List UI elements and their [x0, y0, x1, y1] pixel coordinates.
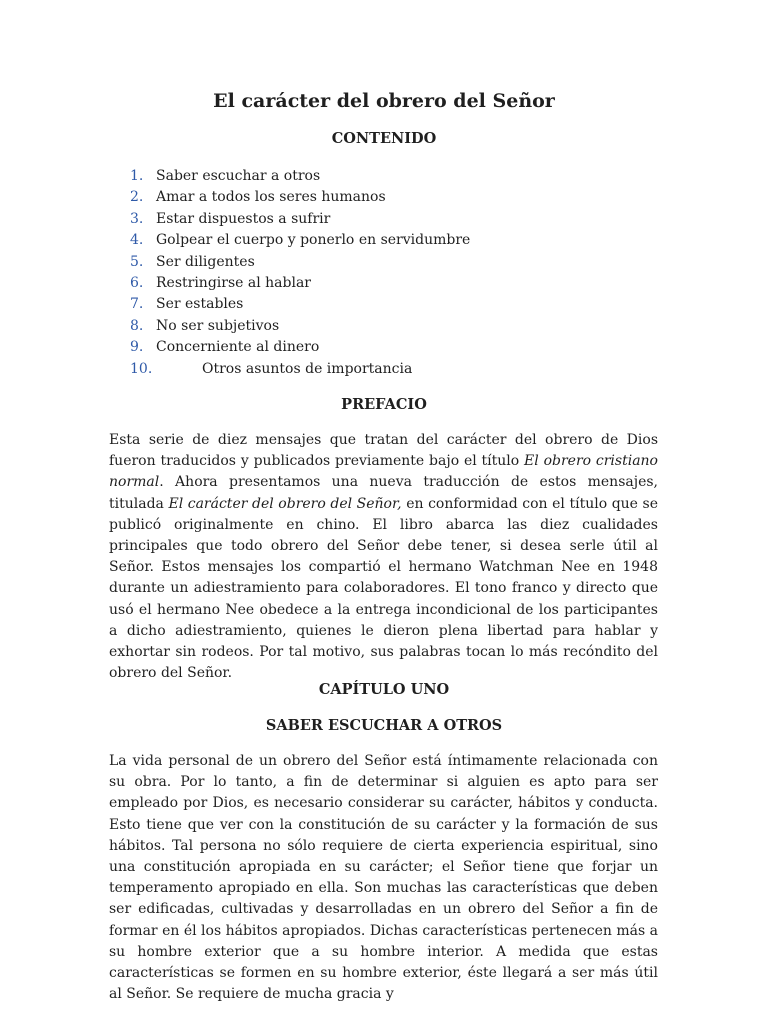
toc-item-number: 8. [130, 317, 144, 334]
preface-text: Esta serie de diez mensajes que tratan del carácter del obrero de Dios fueron traducidos y publicados previamente bajo el título [109, 432, 658, 470]
preface-heading: PREFACIO [341, 396, 427, 413]
toc-item-label: Golpear el cuerpo y ponerlo en servidumbre [156, 232, 471, 249]
toc-item-number: 5. [130, 253, 144, 270]
toc-item-label: No ser subjetivos [156, 317, 280, 334]
toc-item-number: 7. [130, 296, 144, 313]
toc-item[interactable] [130, 316, 470, 337]
toc-item-label: Ser diligentes [156, 253, 255, 270]
toc-item-label: Amar a todos los seres humanos [156, 189, 386, 206]
book-title-italic: El carácter del obrero del Señor, [168, 495, 402, 512]
toc-item-label: Saber escuchar a otros [156, 168, 321, 184]
toc-item-number: 4. [130, 232, 144, 249]
toc-item[interactable] [130, 166, 470, 187]
toc-item[interactable] [130, 230, 470, 251]
toc-item-number: 3. [130, 210, 144, 227]
chapter-paragraph: La vida personal de un obrero del Señor está íntimamente relacionada con su obra. Por lo tanto, a fin de determinar si alguien es apto para ser empleado por Dios, es necesario considerar su carácter, hábitos y conducta. Esto tiene que ver con la constitución de su carácter y la formación de sus hábitos. Tal persona no sólo requiere de cierta experiencia espiritual, sino una constitución apropiada en su carácter; el Señor tiene que forjar un temperamento apropiado en ella. Son muchas las características que deben ser edificadas, cultivadas y desarrolladas en un obrero del Señor a fin de formar en él los hábitos apropiados. Dichas características pertenecen más a su hombre exterior que a su hombre interior. A medida que estas características se formen en su hombre exterior, éste llegará a ser más útil al Señor. Se requiere de mucha gracia y [109, 753, 658, 1003]
toc-item-label: Otros asuntos de importancia [202, 360, 413, 377]
document-title: El carácter del obrero del Señor [213, 90, 555, 112]
book-title-italic: El obrero cristiano normal [109, 453, 658, 491]
preface-text: . Ahora presentamos una nueva traducción de estos mensajes, titulada [109, 474, 658, 512]
toc-item-number: 9. [130, 339, 144, 356]
chapter-number: CAPÍTULO UNO [318, 681, 450, 698]
preface-paragraph [109, 430, 658, 684]
toc-item[interactable] [130, 209, 470, 230]
toc-item[interactable] [130, 187, 470, 208]
toc-item-number: 2. [130, 189, 144, 206]
toc-item[interactable] [130, 337, 470, 358]
chapter-title: SABER ESCUCHAR A OTROS [265, 717, 503, 734]
preface-text: en conformidad con el título que se publicó originalmente en chino. El libro abarca las diez cualidades principales que todo obrero del Señor debe tener, si desea serle útil al Señor. Estos mensajes los compartió el hermano Watchman Nee en 1948 durante un adiestramiento para colaboradores. El tono franco y directo que usó el hermano Nee obedece a la entrega incondicional de los participantes a dicho adiestramiento, quienes le dieron plena libertad para hablar y exhortar sin rodeos. Por tal motivo, sus palabras tocan lo más recóndito del obrero del Señor. [109, 495, 659, 682]
toc-item-number: 10. [130, 360, 153, 377]
toc-item-label: Concerniente al dinero [156, 339, 320, 356]
toc-heading: CONTENIDO [331, 130, 437, 147]
toc-item[interactable] [130, 273, 470, 294]
toc-item-number: 1. [130, 168, 144, 184]
toc-item[interactable] [130, 359, 470, 380]
toc-item[interactable] [130, 294, 470, 315]
toc-item-number: 6. [130, 275, 144, 292]
toc-item-label: Estar dispuestos a sufrir [156, 210, 331, 227]
toc-item-label: Restringirse al hablar [156, 275, 311, 292]
toc-item-label: Ser estables [156, 296, 244, 313]
toc-item[interactable] [130, 252, 470, 273]
table-of-contents [130, 166, 470, 380]
